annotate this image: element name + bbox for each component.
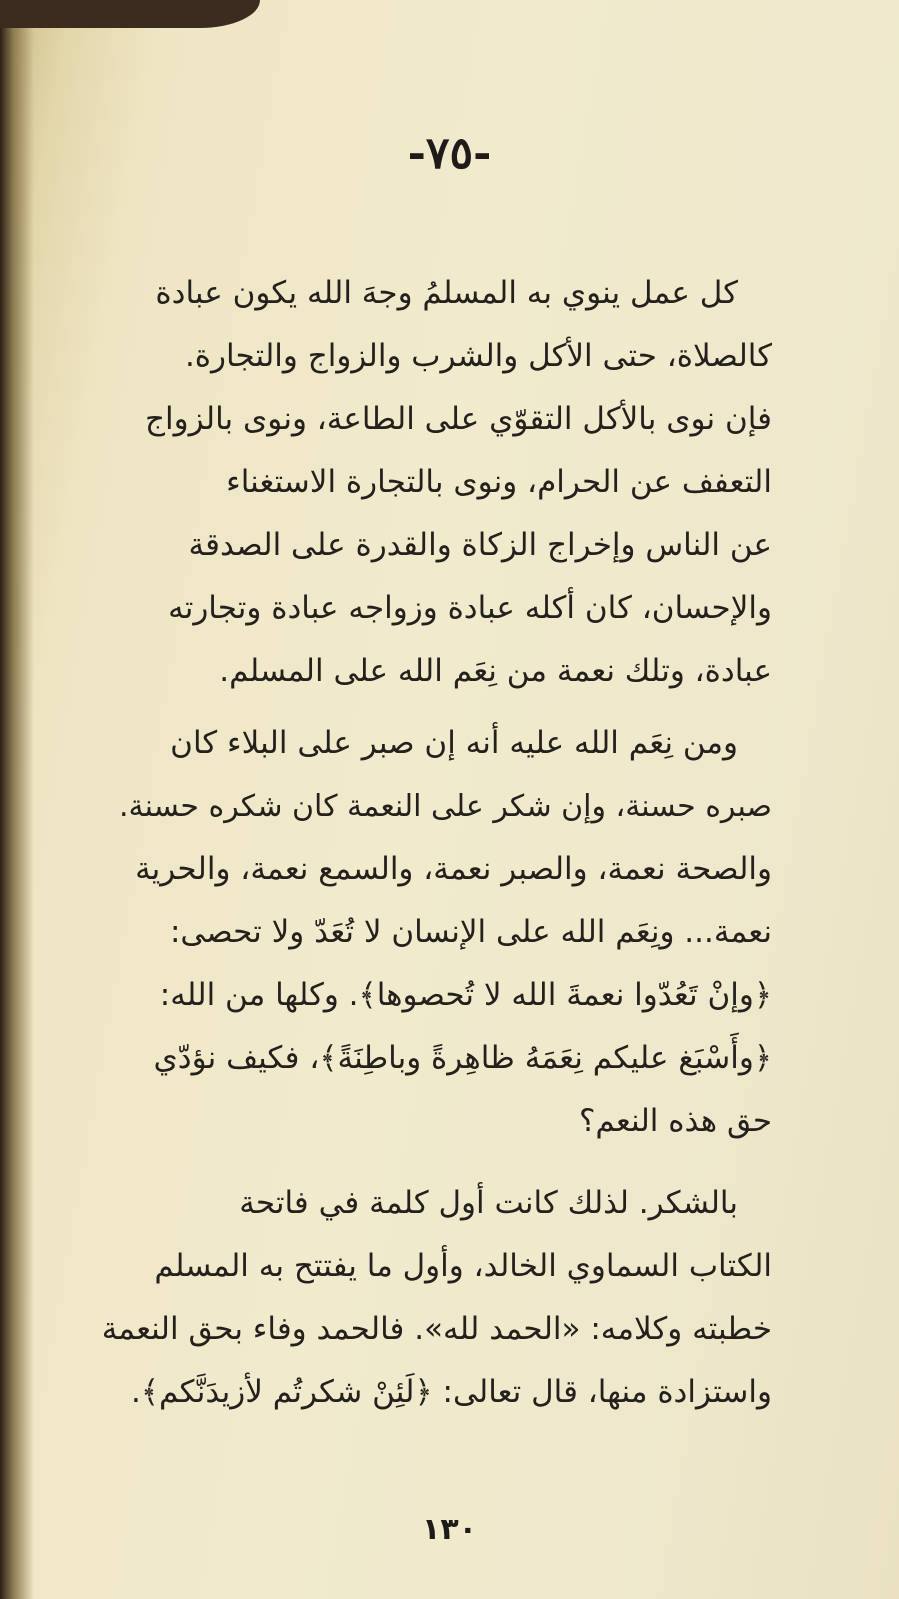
paragraph-3: [100, 1172, 772, 1424]
paragraph-2-line: حق هذه النعم؟: [578, 1103, 772, 1139]
paragraph-3-line: الكتاب السماوي الخالد، وأول ما يفتتح به المسلم: [154, 1248, 772, 1284]
page-header-marker: -٧٥-: [407, 128, 492, 179]
paragraph-2-line: والصحة نعمة، والصبر نعمة، والسمع نعمة، والحرية: [135, 851, 772, 887]
paragraph-2: [100, 712, 772, 1153]
paragraph-1-line: فإن نوى بالأكل التقوّي على الطاعة، ونوى بالزواج: [144, 401, 772, 437]
spine-shadow: [0, 0, 34, 1599]
paragraph-3-line: بالشكر. لذلك كانت أول كلمة في فاتحة: [239, 1185, 738, 1221]
paragraph-1-line: كالصلاة، حتى الأكل والشرب والزواج والتجارة.: [184, 338, 772, 374]
paragraph-1-line: التعفف عن الحرام، ونوى بالتجارة الاستغناء: [226, 464, 772, 500]
paragraph-1-line: والإحسان، كان أكله عبادة وزواجه عبادة وتجارته: [168, 590, 772, 626]
paragraph-2-line: نعمة... ونِعَم الله على الإنسان لا تُعَدّ ولا تحصى:: [169, 914, 772, 950]
paragraph-1-line: عبادة، وتلك نعمة من نِعَم الله على المسلم.: [219, 653, 772, 689]
page-number: ١٣٠: [422, 1512, 477, 1547]
paragraph-1-line: كل عمل ينوي به المسلمُ وجهَ الله يكون عبادة: [155, 275, 738, 311]
paragraph-1-line: عن الناس وإخراج الزكاة والقدرة على الصدقة: [188, 527, 772, 563]
paragraph-1: [100, 262, 772, 703]
paragraph-2-line: صبره حسنة، وإن شكر على النعمة كان شكره حسنة.: [119, 789, 772, 824]
book-cover-edge: [0, 0, 260, 28]
paragraph-3-line: واستزادة منها، قال تعالى: ﴿لَئِنْ شكرتُم لأزيدَنَّكم﴾.: [130, 1374, 772, 1410]
paragraph-2-line: ﴿وأَسْبَغ عليكم نِعَمَهُ ظاهِرةً وباطِنَةً﴾، فكيف نؤدّي: [153, 1040, 772, 1076]
paragraph-2-line: ومن نِعَم الله عليه أنه إن صبر على البلاء كان: [170, 725, 738, 761]
paragraph-3-line: خطبته وكلامه: «الحمد لله». فالحمد وفاء بحق النعمة: [101, 1311, 772, 1347]
paragraph-2-line: ﴿وإنْ تَعُدّوا نعمةَ الله لا تُحصوها﴾. وكلها من الله:: [159, 977, 772, 1013]
